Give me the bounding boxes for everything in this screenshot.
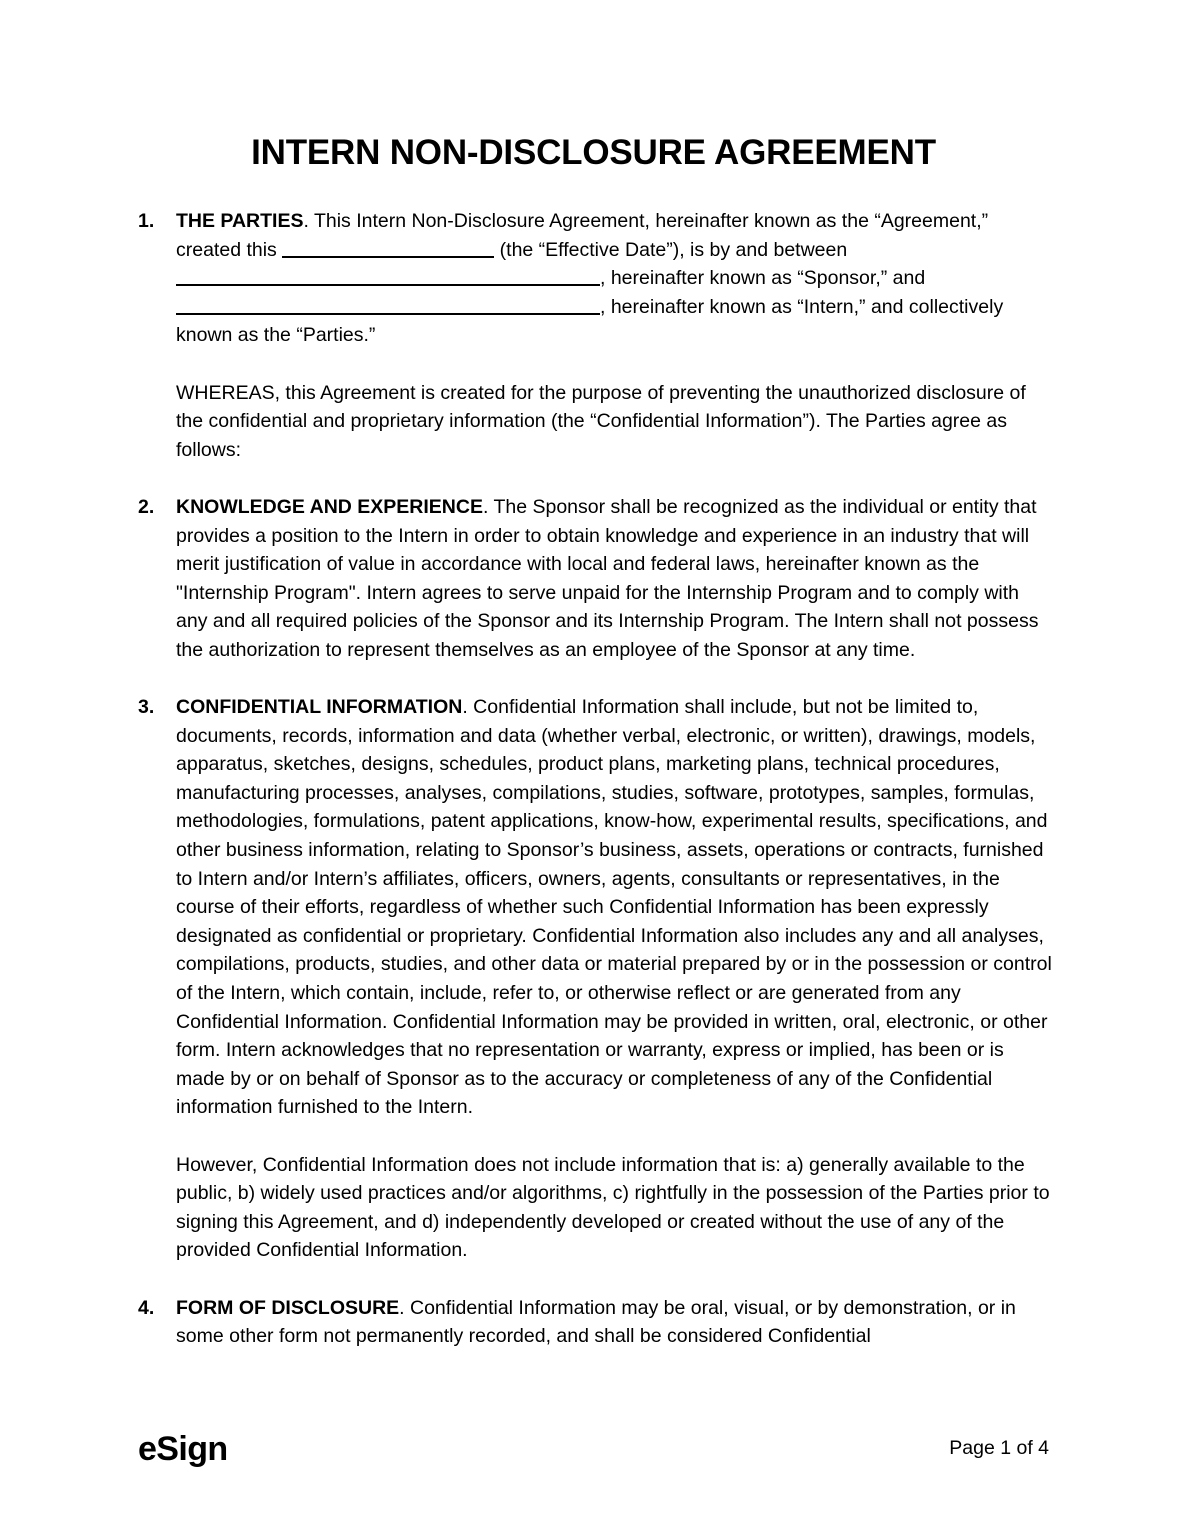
spacer [138, 665, 1053, 694]
clause-knowledge-and-experience [138, 493, 1053, 665]
spacer [138, 464, 1053, 493]
clause-paragraph [176, 493, 1053, 665]
clause-paragraph [176, 207, 1053, 350]
clause-heading: THE PARTIES [176, 210, 304, 232]
clause-paragraph [176, 693, 1053, 1122]
spacer [138, 350, 1053, 379]
clause-heading: CONFIDENTIAL INFORMATION [176, 696, 463, 719]
clause-text-part-1: . This Intern Non-Disclosure Agreement, hereinafter known as the “Agreement,” created this [176, 210, 989, 261]
document-body [138, 207, 1053, 1351]
clause-text-part-2: (the “Effective Date”), is by and between [494, 238, 848, 261]
clause-text: . Confidential Information may be oral, visual, or by demonstration, or in some other form not permanently recorded, and shall be considered Confidential [176, 1296, 1016, 1348]
spacer [176, 1122, 1053, 1151]
clause-text: . The Sponsor shall be recognized as the individual or entity that provides a position to the Intern in order to obtain knowledge and experience in an industry that will merit justification of value in accordance with local and federal laws, hereinafter known as the "Internship Program". Intern agrees to serve unpaid for the Internship Program and to comply with any and all required policies of the Sponsor and its Internship Program. The Intern shall not possess the authorization to represent themselves as an employee of the Sponsor at any time. [176, 495, 1039, 661]
clause-number: 3. [138, 696, 155, 719]
clause-form-of-disclosure [138, 1294, 1053, 1351]
intern-name-blank[interactable] [176, 293, 600, 315]
clause-confidential-information [138, 693, 1053, 1265]
page-number: Page 1 of 4 [949, 1437, 1049, 1459]
effective-date-blank[interactable] [282, 236, 494, 258]
page-title: INTERN NON-DISCLOSURE AGREEMENT [251, 133, 936, 172]
clause-text: . Confidential Information shall include, but not be limited to, documents, records, information and data (whether verbal, electronic, or written), drawings, models, apparatus, sketches, designs, schedules, product plans, marketing plans, technical procedures, manufacturing processes, analyses, compilations, studies, software, prototypes, samples, formulas, methodologies, formulations, patent applications, know-how, experimental results, specifications, and other business information, relating to Sponsor’s business, assets, operations or contracts, furnished to Intern and/or Intern’s affiliates, officers, owners, agents, consultants or representatives, in the course of their efforts, regardless of whether such Confidential Information has been expressly designated as confidential or proprietary. Confidential Information also includes any and all analyses, compilations, products, studies, and other data or material prepared by or in the possession or control of the Intern, which contain, include, refer to, or otherwise reflect or are generated from any Confidential Information. Confidential Information may be provided in written, oral, electronic, or other form. Intern acknowledges that no representation or warranty, express or implied, has been or is made by or on behalf of Sponsor as to the accuracy or completeness of any of the Confidential information furnished to the Intern. [176, 696, 1052, 1119]
clause-number: 1. [138, 210, 155, 232]
esign-logo: eSign [138, 1430, 228, 1468]
spacer [138, 1265, 1053, 1294]
clause-paragraph-continued: However, Confidential Information does not include information that is: a) generally available to the public, b) widely used practices and/or algorithms, c) rightfully in the possession of the Parties prior to signing this Agreement, and d) independently developed or created without the use of any of the provided Confidential Information. [176, 1153, 1050, 1262]
clause-text-part-4: , hereinafter known as “Intern,” and collectively known as the “Parties.” [176, 295, 1004, 347]
sponsor-name-blank[interactable] [176, 264, 600, 286]
clause-text-part-3: , hereinafter known as “Sponsor,” and [600, 267, 926, 290]
clause-number: 4. [138, 1296, 155, 1319]
clause-paragraph [176, 1294, 1053, 1351]
clause-the-parties [138, 207, 1053, 350]
clause-heading: FORM OF DISCLOSURE [176, 1296, 400, 1319]
page-footer [138, 1428, 1049, 1470]
whereas-paragraph: WHEREAS, this Agreement is created for the purpose of preventing the unauthorized disclosure of the confidential and proprietary information (the “Confidential Information”). The Parties agree as follows: [176, 381, 1026, 461]
clause-heading: KNOWLEDGE AND EXPERIENCE [176, 495, 483, 518]
whereas-block [138, 379, 1053, 465]
clause-number: 2. [138, 495, 155, 518]
